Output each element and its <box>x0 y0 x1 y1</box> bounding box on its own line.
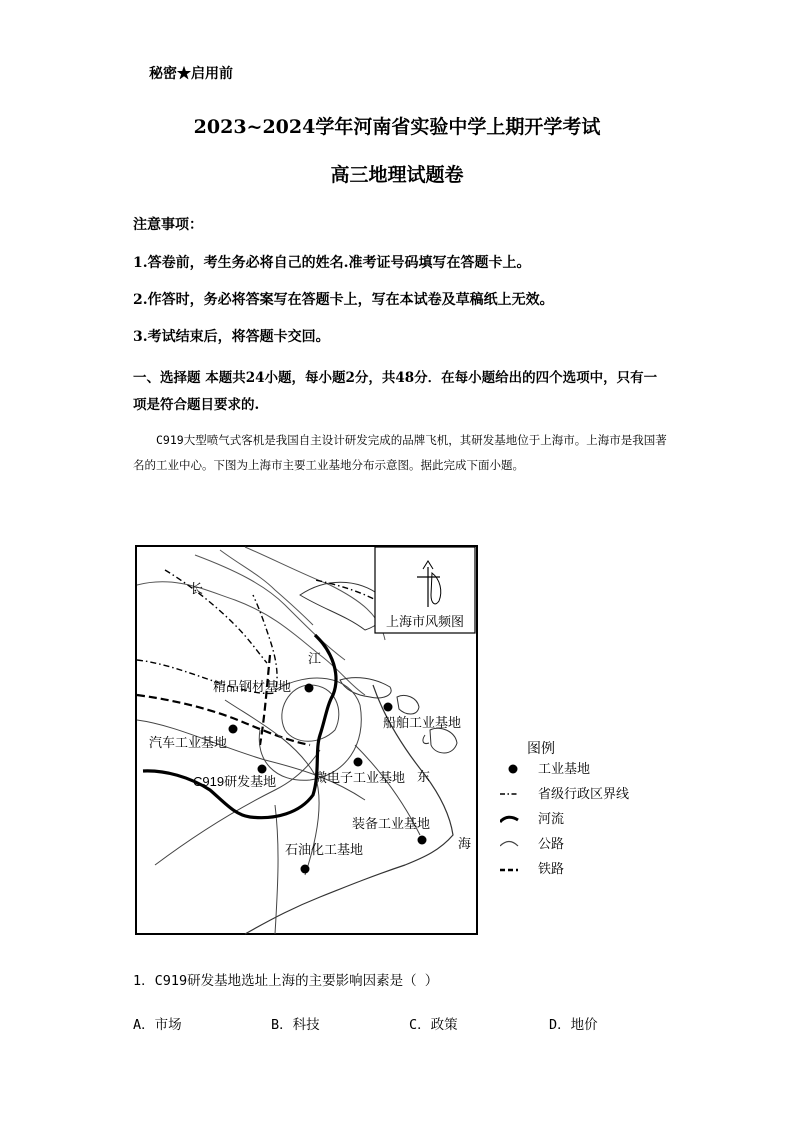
base-dot <box>418 836 427 845</box>
base-dot <box>258 765 267 774</box>
legend-item: 工业基地 <box>538 761 591 776</box>
base-label: C919研发基地 <box>193 774 277 789</box>
base-label: 装备工业基地 <box>352 816 431 831</box>
map-river-char: 江 <box>308 651 322 666</box>
legend-item: 公路 <box>538 836 565 851</box>
option-b[interactable]: B．科技 <box>271 1017 320 1033</box>
legend-road-icon <box>500 842 518 847</box>
option-a[interactable]: A．市场 <box>133 1017 182 1033</box>
base-dot <box>354 758 363 767</box>
option-d[interactable]: D．地价 <box>549 1017 598 1033</box>
legend-river-icon <box>500 817 518 822</box>
legend-title: 图例 <box>527 740 555 756</box>
map-legend <box>500 760 680 880</box>
base-label: 精品钢材基地 <box>213 679 292 694</box>
confidential-label: 秘密★启用前 <box>149 66 233 82</box>
legend-item: 省级行政区界线 <box>538 786 630 801</box>
section-title: 一、选择题 本题共24小题，每小题2分，共48分．在每小题给出的四个选项中，只有一项是符合题目要求的. <box>133 370 658 413</box>
notice-item: 3.考试结束后，将答题卡交回。 <box>133 329 330 345</box>
base-dot <box>229 725 238 734</box>
base-dot <box>301 865 310 874</box>
base-label: 微电子工业基地 <box>314 770 406 785</box>
map-sea-char: 东 <box>417 769 431 784</box>
base-dot <box>384 703 393 712</box>
question-stem: 1．C919研发基地选址上海的主要影响因素是（ ） <box>133 973 439 989</box>
base-label: 石油化工基地 <box>285 842 364 857</box>
exam-subtitle: 高三地理试题卷 <box>330 164 464 186</box>
exam-title: 2023~2024学年河南省实验中学上期开学考试 <box>193 116 601 138</box>
reading-passage: C919大型喷气式客机是我国自主设计研发完成的品牌飞机，其研发基地位于上海市。上海市是我国著名的工业中心。下图为上海市主要工业基地分布示意图。据此完成下面小题。 <box>133 433 667 472</box>
legend-item: 河流 <box>538 811 565 826</box>
legend-item: 铁路 <box>538 861 565 876</box>
notice-heading: 注意事项： <box>133 217 203 233</box>
legend-dot-icon <box>509 765 518 774</box>
notice-item: 2.作答时，务必将答案写在答题卡上，写在本试卷及草稿纸上无效。 <box>133 292 554 308</box>
base-label: 船舶工业基地 <box>383 715 462 730</box>
option-c[interactable]: C．政策 <box>409 1017 458 1033</box>
inset-label: 上海市风频图 <box>385 614 465 629</box>
base-dot <box>305 684 314 693</box>
base-label: 汽车工业基地 <box>149 735 228 750</box>
map-river-char: 长 <box>190 581 204 596</box>
shanghai-industry-map <box>135 545 478 935</box>
notice-item: 1.答卷前，考生务必将自己的姓名.准考证号码填写在答题卡上。 <box>133 255 531 271</box>
map-sea-char: 海 <box>458 836 472 851</box>
